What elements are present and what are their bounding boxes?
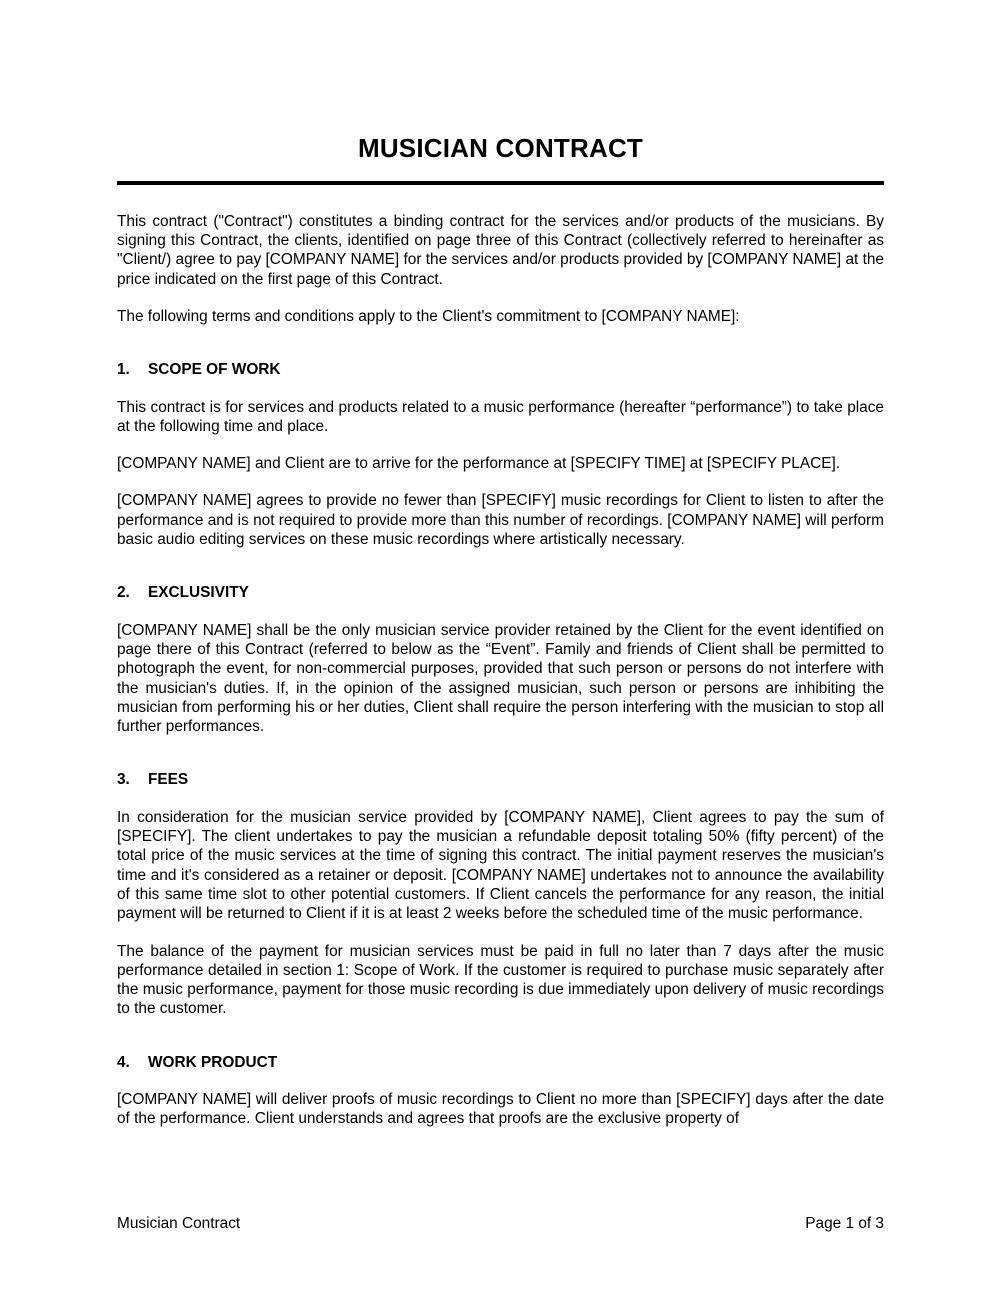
footer-page-number: Page 1 of 3 <box>805 1215 884 1232</box>
section-2-heading-label: EXCLUSIVITY <box>148 584 249 602</box>
footer-document-name: Musician Contract <box>117 1215 241 1232</box>
title-rule <box>117 181 884 185</box>
section-2-paragraph-1: [COMPANY NAME] shall be the only musician service provider retained by the Client for the event identified on page there of this Contract (referred to below as the “Event”. Family and friends of Client shall be permitted to photograph the event, for non-commercial purposes, provided that such person or persons do not interfere with the musician's duties. If, in the opinion of the assigned musician, such person or persons are inhibiting the musician from performing his or her duties, Client shall require the person interfering with the musician to stop all further performances. <box>117 621 884 736</box>
section-1-paragraph-3: [COMPANY NAME] agrees to provide no fewer than [SPECIFY] music recordings for Client to listen to after the performance and is not required to provide more than this number of recordings. [COMPANY NAME] will perform basic audio editing services on these music recordings where artistically necessary. <box>117 492 884 549</box>
section-3-number: 3. <box>117 771 130 789</box>
section-3-paragraph-1: In consideration for the musician service provided by [COMPANY NAME], Client agrees to pay the sum of [SPECIFY]. The client undertakes to pay the musician a refundable deposit totaling 50% (fifty percent) of the total price of the music services at the time of signing this contract. The initial payment reserves the musician's time and it's considered as a retainer or deposit. [COMPANY NAME] undertakes not to announce the availability of this same time slot to other potential customers. If Client cancels the performance for any reason, the initial payment will be returned to Client if it is at least 2 weeks before the scheduled time of the music performance. <box>117 808 884 923</box>
section-4-heading <box>117 1037 884 1072</box>
section-3-heading <box>117 754 884 789</box>
section-4-number: 4. <box>117 1053 130 1071</box>
section-1-number: 1. <box>117 361 130 379</box>
section-1-heading-label: SCOPE OF WORK <box>148 361 281 379</box>
section-4-heading-label: WORK PRODUCT <box>148 1053 278 1071</box>
section-1-paragraph-1: This contract is for services and products related to a music performance (hereafter “performance”) to take place at the following time and place. <box>117 398 884 435</box>
section-2-number: 2. <box>117 584 130 602</box>
section-2-heading <box>117 567 884 602</box>
section-1-heading <box>117 344 884 379</box>
intro-paragraph-2: The following terms and conditions apply to the Client's commitment to [COMPANY NAME]: <box>117 308 740 325</box>
intro-paragraph-1: This contract ("Contract") constitutes a binding contract for the services and/or products of the musicians. By signing this Contract, the clients, identified on page three of this Contract (collectively referred to hereinafter as "Client/) agree to pay [COMPANY NAME] for the services and/or products provided by [COMPANY NAME] at the price indicated on the first page of this Contract. <box>117 212 884 288</box>
section-3-heading-label: FEES <box>148 771 189 789</box>
section-3-paragraph-2: The balance of the payment for musician services must be paid in full no later than 7 days after the music performance detailed in section 1: Scope of Work. If the customer is required to purchase music separately after the music performance, payment for those music recording is due immediately upon delivery of music recordings to the customer. <box>117 942 884 1018</box>
page-footer <box>117 1214 884 1233</box>
section-4-paragraph-1: [COMPANY NAME] will deliver proofs of music recordings to Client no more than [SPECIFY] days after the date of the performance. Client understands and agrees that proofs are the exclusive property of <box>117 1091 884 1128</box>
section-1-paragraph-2: [COMPANY NAME] and Client are to arrive for the performance at [SPECIFY TIME] at [SPECIFY PLACE]. <box>117 455 841 473</box>
document-title: MUSICIAN CONTRACT <box>357 133 644 164</box>
